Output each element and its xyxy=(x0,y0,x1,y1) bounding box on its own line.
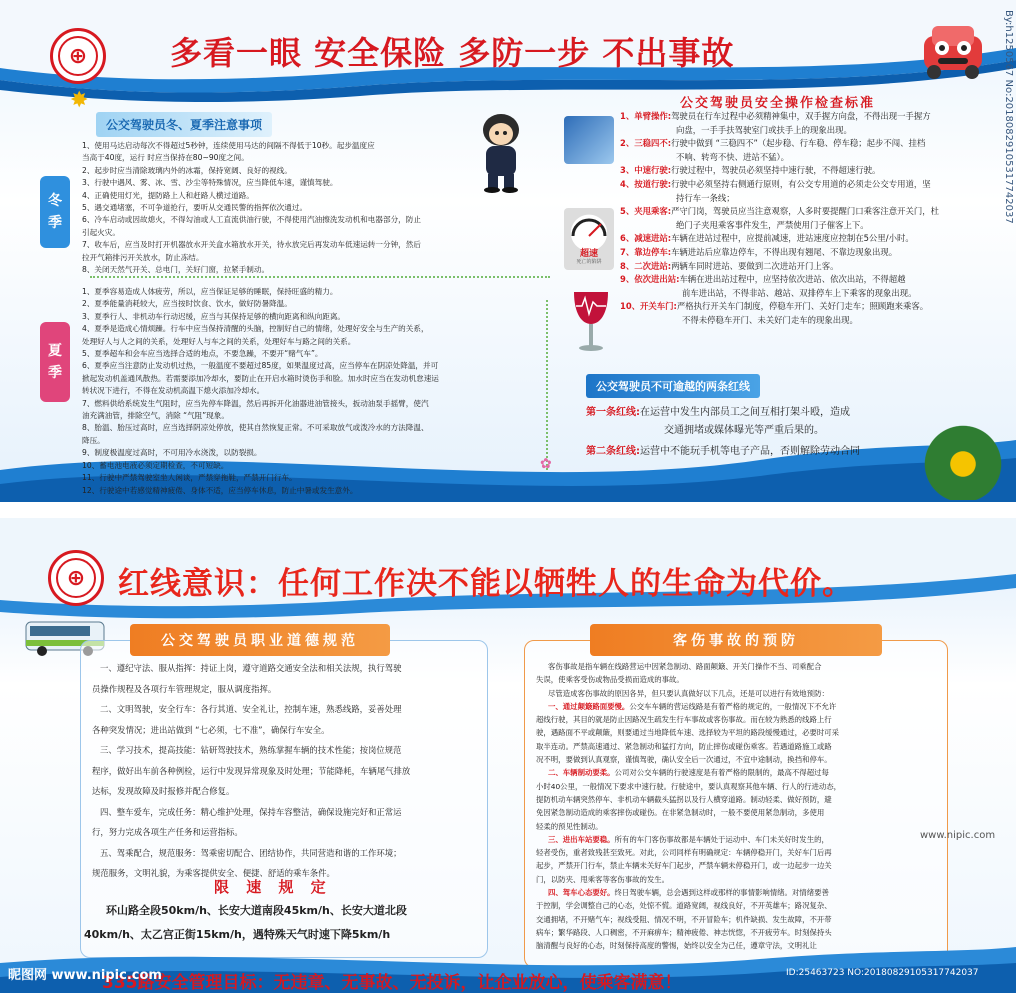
list-item: 规范服务，文明礼貌，为乘客提供安全、便捷、舒适的乘车条件。 xyxy=(92,868,335,878)
list-item: 5、遇交通堵塞，不可争道抢行，要听从交通民警的指挥依次通过。 xyxy=(82,203,308,213)
list-item: 转状况下进行，不得在发动机高温下熄火添加冷却水。 xyxy=(82,386,265,396)
company-logo xyxy=(50,28,106,84)
list-item: 11、行驶中严禁驾驶室坐人闲谈，严禁穿拖鞋，严禁开门行车。 xyxy=(82,473,297,483)
speed-limit-line: 40km/h、太乙宫正街15km/h，遇特殊天气时速下降5km/h xyxy=(84,928,391,941)
list-item: 4、正确使用灯光，提防路上人和赶路人横过道路。 xyxy=(82,190,254,200)
speed-sign-icon xyxy=(564,208,614,270)
list-item: 四、驾车心态要好。终日驾驶车辆，总会遇到这样或那样的事情影响情绪。对情绪要善 xyxy=(548,888,829,898)
list-item: 尽管造成客伤事故的原因各异，但只要认真做好以下几点，还是可以进行有效地预防： xyxy=(548,688,829,698)
speed-sign-subtext: 死亡的陷阱 xyxy=(576,259,602,265)
inspection-item: 3、中速行驶:行驶过程中，驾驶员必须坚持中速行驶，不得超速行驶。 xyxy=(620,165,881,176)
inspection-item: 不得未停稳车开门、未关好门走车的现象出现。 xyxy=(682,314,858,325)
list-item: 门，以防夹、甩乘客等客伤事故的发生。 xyxy=(536,874,670,884)
bottom-panel xyxy=(0,518,1016,993)
summer-items xyxy=(82,286,542,497)
star-icon: ✸ xyxy=(70,88,89,113)
redline-title: 公交驾驶员不可逾越的两条红线 xyxy=(586,374,760,398)
inspection-item: 向盘，一手手扶驾驶室门或扶手上的现象出现。 xyxy=(676,124,852,135)
list-item: 7、收车后，应当及时打开机器放水开关盒水箱放水开关，待水放完后再发动车低速运转一分钟，然后 xyxy=(82,240,421,250)
list-item: 起步，严禁开门行车，禁止车辆未关好车门起步，严禁车辆未停稳开门，或一边起步一边关 xyxy=(536,861,832,871)
inspection-item: 4、按道行驶:行驶中必须坚持右侧通行原则，有公交专用道的必须走公交专用道，坚 xyxy=(620,178,931,189)
list-item: 7、燃料供给系统发生气阻时，应当先停车降温，然后再拆开化油器进油管接头，扳动油泵手摇臂，使汽 xyxy=(82,398,429,408)
list-item: 三、学习技术，提高技能：钻研驾驶技术，熟练掌握车辆的技术性能；按岗位规范 xyxy=(100,745,402,755)
vertical-watermark: By:h1250567 No:20180829105317742037 xyxy=(1003,10,1014,224)
winter-label: 冬 季 xyxy=(40,176,70,248)
list-item: 二、文明驾驶，安全行车：各行其道、安全礼让，控制车速，熟悉线路，妥善处理 xyxy=(100,704,402,714)
injury-title: 客伤事故的预防 xyxy=(590,624,882,656)
list-item: 1、夏季容易造成人体疲劳，所以，应当保证足够的睡眠，保持旺盛的精力。 xyxy=(82,287,338,296)
list-item: 6、冷车启动或因故熄火，不得勾油或人工直流供油行驶，不得使用汽油擦洗发动机和电器部分，防止 xyxy=(82,215,421,225)
speed-sign-text: 超速 xyxy=(579,249,598,259)
bus-logo-icon: ⊕ xyxy=(56,558,96,598)
inspection-item: 9、依次进出站:车辆在进出站过程中，应坚持依次进站、依次出站，不得超越 xyxy=(620,274,906,285)
list-item: 失误，使乘客受伤或物品受损而造成的事故。 xyxy=(536,675,684,685)
list-item: 2、夏季能量消耗较大，应当按时饮食、饮水，做好防暑降温。 xyxy=(82,299,292,309)
wine-glass-icon xyxy=(566,288,616,358)
injury-list xyxy=(536,660,941,953)
dotted-divider xyxy=(90,276,550,278)
sunflower-icon xyxy=(910,420,1016,500)
list-item: 况不明，要做到认真观察，谨慎驾驶，确认安全后一次通过，不宜中途制动，换挡和停车。 xyxy=(536,755,832,765)
list-item: 客伤事故是指车辆在线路营运中因紧急制动、路面颠簸、开关门操作不当、司乘配合 xyxy=(548,662,822,671)
speed-limit-line: 环山路全段50km/h、长安大道南段45km/h、长安大道北段 xyxy=(106,904,407,917)
list-item: 引起火灾。 xyxy=(82,227,120,237)
redline-item: 交通拥堵或媒体曝光等严重后果的。 xyxy=(664,425,824,436)
list-item: 员操作规程及各项行车管理规定，服从调度指挥。 xyxy=(92,683,277,694)
cartoon-car-icon xyxy=(918,18,988,80)
list-item: 各种突发情况；进出站做到 “七必须，七不准”，确保行车安全。 xyxy=(92,724,330,735)
list-item: 8、胎温、胎压过高时，应当选择阴凉处停放，使其自然恢复正常。不可采取放气或泼冷水的方法降温、 xyxy=(82,423,429,433)
speed-limit-title: 限 速 规 定 xyxy=(214,878,332,896)
list-item: 5、夏季超车和会车应当选择合适的地点，不要急躁，不要开“赌气车”。 xyxy=(82,349,323,359)
inspection-item: 7、靠边停车:车辆进站后应靠边停车，不得出现有翘尾、不靠边现象出现。 xyxy=(620,246,898,257)
list-item: 3、夏季行人、非机动车行动迟缓，应当与其保持足够的横向距离和纵向距离。 xyxy=(82,311,346,321)
inspection-item: 持行车一条线； xyxy=(676,192,735,203)
inspection-item: 8、二次进站:两辆车同时进站、要做到二次进站开门上客。 xyxy=(620,260,839,271)
list-item: 掀起发动机盖通风散热。若需要添加冷却水，要防止在开启水箱时烫伤手和脸。加水时应当在发动机怠速运 xyxy=(82,373,439,383)
flower-vine xyxy=(546,300,550,470)
list-item: 五、驾乘配合，规范服务：驾乘密切配合、团结协作，共同营造和谐的工作环境； xyxy=(100,847,402,858)
list-item: 一、通过颠簸路面要慢。公交车车辆的营运线路是有着严格的规定的，一般情况下不允许 xyxy=(548,701,837,711)
inspection-item: 6、减速进站:车辆在进站过程中，应提前减速，进站速度应控制在5公里/小时。 xyxy=(620,233,914,244)
list-item: 于控制，学会调整自己的心态，处惊不慌。道路宽阔，视线良好，不开英雄车；路况复杂、 xyxy=(536,901,832,911)
bus-logo-icon: ⊕ xyxy=(58,36,98,76)
winter-items xyxy=(82,140,522,276)
list-item: 处理好人与人之间的关系，处理好人与车之间的关系，处理好车与路之间的关系。 xyxy=(82,336,356,346)
list-item: 8、关闭天然气开关、总电门，关好门窗，拉紧手制动。 xyxy=(82,265,270,275)
footer-slogan: 335路安全管理目标：无违章、无事故、无投诉，让企业放心，使乘客满意！ xyxy=(102,973,682,993)
list-item: 一、遵纪守法、服从指挥：持证上岗，遵守道路交通安全法和相关法规，执行驾驶 xyxy=(100,663,402,673)
list-item: 提防机动车辆突然停车、非机动车辆截头猛拐以及行人横穿道路。制动轻柔、做好预防，避 xyxy=(536,794,832,804)
list-item: 二、车辆制动要柔。公司对公交车辆的行驶速度是有着严格的限制的，最高不得超过每 xyxy=(548,768,829,778)
list-item: 行，努力完成各项生产任务和运营指标。 xyxy=(92,827,243,837)
company-logo xyxy=(48,550,104,606)
inspection-item: 1、单臂操作:驾驶员在行车过程中必须精神集中，双手握方向盘，不得出现一手握方 xyxy=(620,111,931,121)
redline-item: 第二条红线:运营中不能玩手机等电子产品，否则解除劳动合同 xyxy=(586,446,860,457)
list-item: 9、制度极温度过高时，不可用冷水浇泼，以防裂损。 xyxy=(82,448,262,458)
list-item: 四、整车爱车，完成任务：精心维护处理，保持车容整洁，确保设施完好和正常运 xyxy=(100,806,402,817)
list-item: 油充满油管，排除空气，消除 “气阻”现象。 xyxy=(82,411,229,421)
ethics-list xyxy=(92,658,482,884)
list-item: 小时40公里，一般情况下要求中速行驶。行驶途中，要认真观察其他车辆、行人的行进动态， xyxy=(536,781,842,791)
list-item: 当高于40度，运行 时应当保持在80~90度之间。 xyxy=(82,153,249,163)
ethics-title: 公交驾驶员职业道德规范 xyxy=(130,624,390,656)
list-item: 2、起步时应当清除玻璃内外的冰霜，保持宽阔、良好的视线。 xyxy=(82,165,292,175)
list-item: 10、蓄电池电液必须定期检查，不可短缺。 xyxy=(82,460,229,470)
inspection-item: 10、开关车门:严格执行开关车门制度，停稳车开门、关好门走车；照顾跑来乘客。 xyxy=(620,301,929,312)
inspection-item: 5、夹甩乘客:严守门岗，驾驶员应当注意观察，人多时要提醒门口乘客注意开关门，杜 xyxy=(620,206,940,217)
list-item: 达标，发现故障及时报修并配合修复。 xyxy=(92,786,235,796)
list-item: 12、行驶途中若感觉精神疲倦、身体不适，应当停车休息，防止中暑或发生意外。 xyxy=(82,485,358,495)
list-item: 驶，遇路面不平或颠簸，则要通过当地降低车速、选择较为平坦的路段缓慢通过，必要时可采 xyxy=(536,728,840,738)
list-item: 1、使用马达启动每次不得超过5秒钟，连续使用马达的间隔不得低于10秒。起步温度应 xyxy=(82,141,375,150)
inspection-title: 公交驾驶员安全操作检查标准 xyxy=(680,96,876,111)
list-item: 脑清醒与良好的心态，时刻保持高度的警惕，始终以安全为己任，遵章守法，文明礼让 xyxy=(536,941,817,951)
flower-icon: ✿ xyxy=(540,456,552,472)
inspection-list xyxy=(620,110,980,328)
list-item: 三、进出车站要稳。所有的车门客伤事故都是车辆处于运动中、车门未关好时发生的， xyxy=(548,834,829,844)
redline-list xyxy=(586,404,926,464)
list-item: 6、夏季应当注意防止发动机过热，一般温度不要超过85度，如果温度过高，应当停车在阴凉处降温，并可 xyxy=(82,361,439,371)
list-item: 拉开气箱排污开关放水，防止冻结。 xyxy=(82,252,204,262)
site-watermark: www.nipic.com xyxy=(920,830,996,841)
list-item: 取半连动。严禁高速通过、紧急制动和猛打方向，防止摔伤或碰伤乘客。若遇道路施工或路 xyxy=(536,741,832,751)
driver-photo-icon xyxy=(564,116,614,164)
nipic-watermark: 昵图网 www.nipic.com xyxy=(8,968,162,983)
list-item: 超线行驶，其目的就是防止因路况生疏发生行车事故或客伤事故。而在较为熟悉的线路上行 xyxy=(536,715,832,725)
list-item: 3、行驶中遇风、雾、冰、雪、沙尘等特殊情况，应当降低车速，谨慎驾驶。 xyxy=(82,178,338,188)
inspection-item: 不响、转弯不快、进站不猛）。 xyxy=(676,151,790,162)
list-item: 免因紧急制动造成的乘客摔伤或碰伤。在非紧急制动时，一般不要使用紧急制动，多使用 xyxy=(536,808,825,818)
list-item: 轻者受伤，重者致残甚至致死。对此，公司同样有明确规定：车辆停稳开门，关好车门后再 xyxy=(536,848,832,858)
page-slogan: 多看一眼 安全保险 多防一步 不出事故 xyxy=(170,34,735,72)
list-item: 病车；繁华路段、人口稠密，不开麻痹车；精神疲倦、神志恍惚，不开疲劳车。时刻保持头 xyxy=(536,927,832,937)
list-item: 程序，做好出车前各种例检，运行中发现异常现象及时处理；节能降耗，车辆尾气排放 xyxy=(92,765,411,776)
inspection-item: 2、三稳四不:行驶中做到 “三稳四不”（起步稳、行车稳、停车稳；起步不闯、挂档 xyxy=(620,138,926,149)
inspection-item: 绝门子夹甩乘客事件发生，严禁使用门子催客上下。 xyxy=(676,219,869,230)
list-item: 降压。 xyxy=(82,435,105,445)
id-watermark: ID:25463723 NO:20180829105317742037 xyxy=(786,968,979,978)
list-item: 4、夏季是造成心情烦躁。行车中应当保持清醒的头脑，控制好自己的情绪，处理好安全与生产的关系， xyxy=(82,324,429,334)
season-section-title: 公交驾驶员冬、夏季注意事项 xyxy=(96,112,272,137)
inspection-item: 前车进出站，不得非站、越站、双排停车上下乘客的现象出现。 xyxy=(682,287,917,298)
list-item: 轻柔的预见性制动。 xyxy=(536,821,603,831)
redline-item: 第一条红线:在运营中发生内部员工之间互相打架斗殴，造成 xyxy=(586,407,850,418)
redline-slogan: 红线意识：任何工作决不能以牺牲人的生命为代价。 xyxy=(118,566,854,602)
list-item: 交通拥堵，不开赌气车；视线受阻、情况不明，不开冒险车；机件缺损、发生故障，不开带 xyxy=(536,914,832,924)
summer-label: 夏 季 xyxy=(40,322,70,402)
